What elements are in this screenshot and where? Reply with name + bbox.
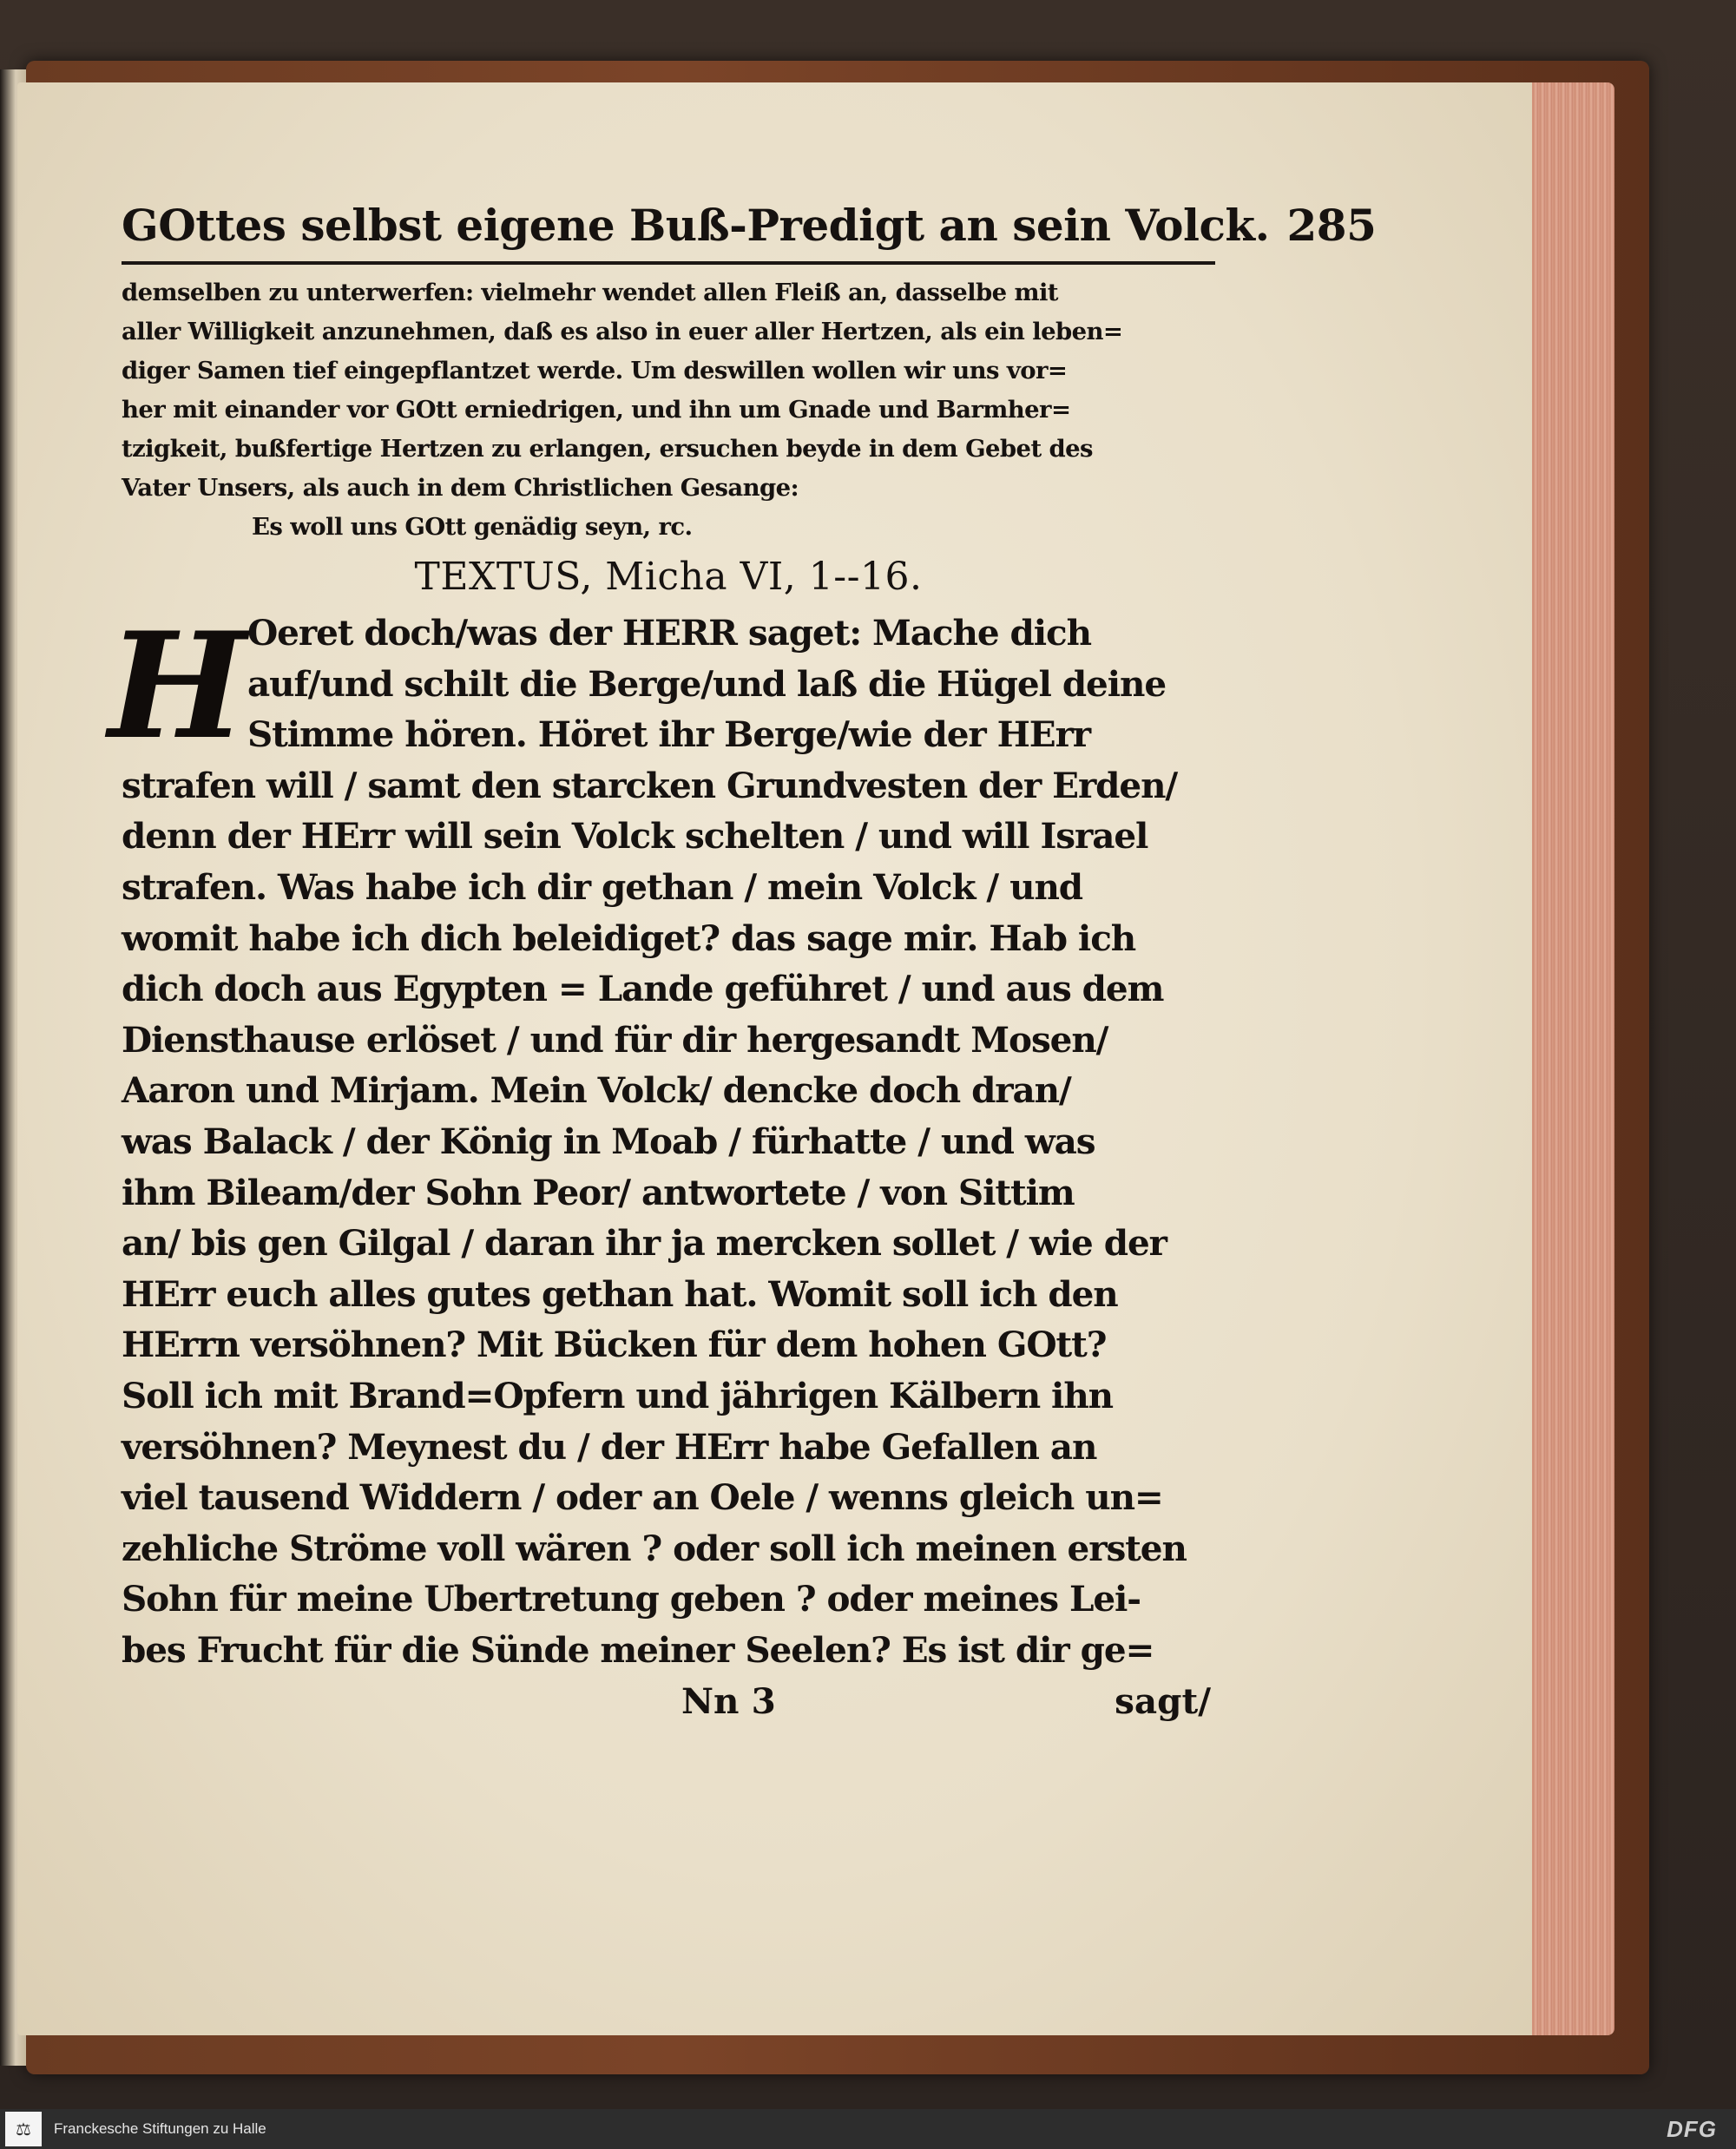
institution-logo-icon: ⚖ (5, 2112, 42, 2146)
text-line: viel tausend Widdern / oder an Oele / wenns gleich un= (122, 1476, 1163, 1519)
hymn-line: Es woll uns GOtt genädig seyn, rc. (252, 513, 693, 541)
text-line: was Balack / der König in Moab / fürhatte / und was (122, 1120, 1095, 1162)
text-line: zehliche Ströme voll wären ? oder soll ich meinen ersten (122, 1527, 1187, 1569)
intro-paragraph (122, 273, 1215, 547)
page-content (108, 195, 1377, 1727)
text-line: bes Frucht für die Sünde meiner Seelen? Es ist dir ge= (122, 1628, 1154, 1671)
text-line: strafen. Was habe ich dir gethan / mein Volck / und (122, 865, 1083, 908)
text-line: Sohn für meine Ubertretung geben ? oder meines Lei- (122, 1578, 1141, 1620)
scripture-text (108, 600, 1215, 1675)
intro-line: demselben zu unterwerfen: vielmehr wendet allen Fleiß an, dasselbe mit (122, 279, 1058, 306)
text-line: denn der HErr will sein Volck schelten / und will Israel (122, 815, 1148, 858)
running-head-title: GOttes selbst eigene Buß-Predigt an sein Volck. (122, 200, 1270, 251)
text-line: versöhnen? Meynest du / der HErr habe Gefallen an (122, 1425, 1097, 1468)
intro-line: Vater Unsers, als auch in dem Christlichen Gesange: (122, 474, 799, 502)
text-line: ihm Bileam/der Sohn Peor/ antwortete / von Sittim (122, 1171, 1075, 1213)
head-rule (122, 261, 1215, 265)
page-foot (122, 1675, 1215, 1727)
text-line: HErr euch alles gutes gethan hat. Womit soll ich den (122, 1272, 1118, 1315)
text-line: Oeret doch/was der HERR saget: Mache dich (247, 612, 1091, 654)
dfg-logo: DFG (1667, 2115, 1717, 2142)
text-line: Stimme hören. Höret ihr Berge/wie der HErr (247, 713, 1091, 756)
page-number: 285 (1286, 200, 1377, 251)
institution-name: Franckesche Stiftungen zu Halle (54, 2120, 266, 2137)
signature-mark: Nn 3 (681, 1680, 776, 1723)
text-heading: TEXTUS, Micha VI, 1--16. (414, 555, 923, 599)
catchword: sagt/ (1115, 1680, 1211, 1723)
text-line: Diensthause erlöset / und für dir hergesandt Mosen/ (122, 1018, 1108, 1061)
text-line: womit habe ich dich beleidiget? das sage mir. Hab ich (122, 917, 1136, 959)
decorated-initial: H (108, 600, 246, 772)
viewer-footer (0, 2109, 1736, 2149)
text-line: strafen will / samt den starcken Grundvesten der Erden/ (122, 764, 1178, 806)
intro-line: aller Willigkeit anzunehmen, daß es also in euer aller Hertzen, als ein leben= (122, 318, 1123, 345)
text-line: Soll ich mit Brand=Opfern und jährigen Kälbern ihn (122, 1374, 1114, 1416)
text-line: auf/und schilt die Berge/und laß die Hügel deine (247, 662, 1167, 705)
text-line: Aaron und Mirjam. Mein Volck/ dencke doch dran/ (122, 1069, 1071, 1112)
text-line: HErrn versöhnen? Mit Bücken für dem hohen GOtt? (122, 1324, 1107, 1366)
intro-line: diger Samen tief eingepflantzet werde. Um deswillen wollen wir uns vor= (122, 357, 1068, 384)
intro-line: tzigkeit, bußfertige Hertzen zu erlangen, ersuchen beyde in dem Gebet des (122, 435, 1093, 463)
text-line: an/ bis gen Gilgal / daran ihr ja mercken sollet / wie der (122, 1222, 1167, 1265)
text-line: dich doch aus Egypten = Lande geführet / und aus dem (122, 968, 1164, 1010)
intro-line: her mit einander vor GOtt erniedrigen, und ihn um Gnade und Barmher= (122, 396, 1071, 424)
running-head (122, 195, 1377, 256)
